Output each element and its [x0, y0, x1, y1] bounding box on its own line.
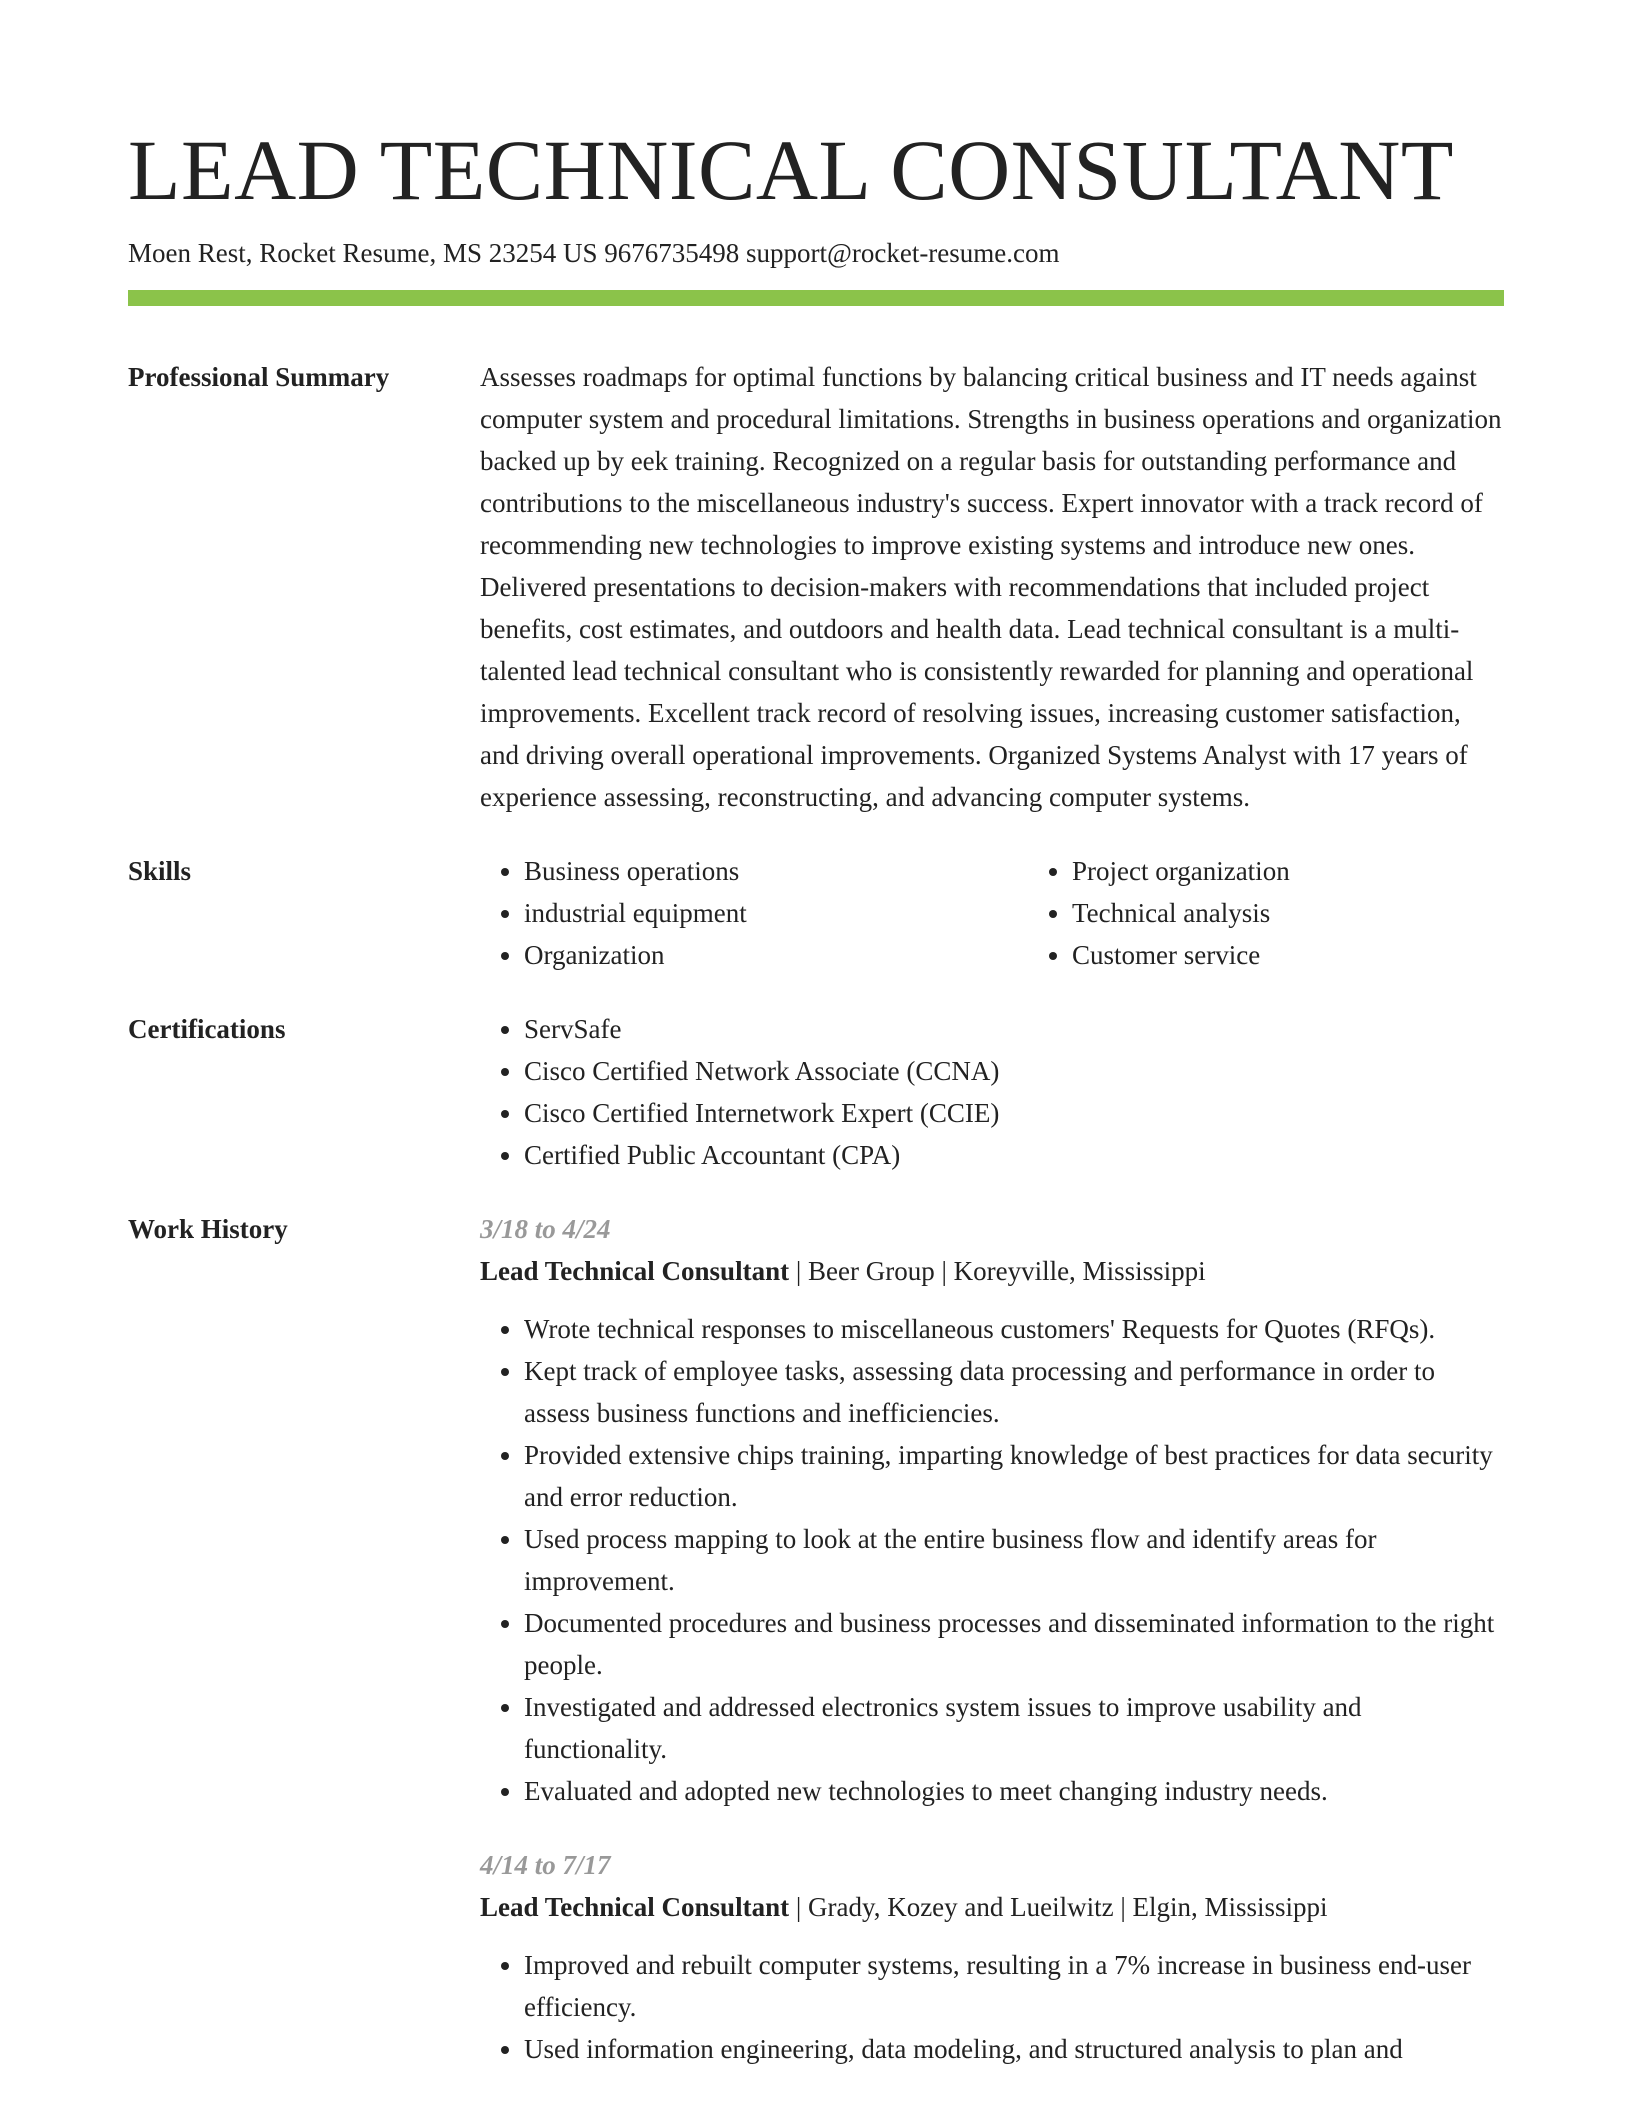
- job-title: Lead Technical Consultant: [480, 1892, 790, 1922]
- job-bullet: • Investigated and addressed electronics system issues to improve usability and functionality.: [524, 1686, 1504, 1770]
- section-label-certifications: Certifications: [128, 1014, 286, 1044]
- job-bullet: • Provided extensive chips training, imparting knowledge of best practices for data security and error reduction.: [524, 1434, 1504, 1518]
- section-label-work-history: Work History: [128, 1214, 288, 1244]
- job-entry: [480, 1844, 1504, 2070]
- accent-divider: [128, 290, 1504, 306]
- job-company-location: | Beer Group | Koreyville, Mississippi: [789, 1256, 1206, 1286]
- job-bullet: • Kept track of employee tasks, assessing data processing and performance in order to assess business functions and inefficiencies.: [524, 1350, 1504, 1434]
- certification-item: • Certified Public Accountant (CPA): [524, 1134, 1504, 1176]
- work-history-section: [128, 1208, 1504, 2070]
- section-label-skills: Skills: [128, 856, 192, 886]
- job-title-line: [480, 1250, 1504, 1292]
- skills-grid: [480, 850, 1576, 976]
- job-dates: 4/14 to 7/17: [480, 1850, 611, 1880]
- job-dates: 3/18 to 4/24: [480, 1214, 611, 1244]
- professional-summary-section: [128, 356, 1504, 818]
- job-bullet: • Used information engineering, data modeling, and structured analysis to plan and: [524, 2028, 1504, 2070]
- certifications-list: [480, 1008, 1504, 1176]
- contact-info: Moen Rest, Rocket Resume, MS 23254 US 9676735498 support@rocket-resume.com: [128, 238, 1060, 268]
- job-entry: [480, 1208, 1504, 1812]
- skill-item: • Project organization: [1072, 850, 1576, 892]
- resume-header: [128, 0, 1504, 306]
- certifications-body: [480, 1008, 1504, 1176]
- job-company-location: | Grady, Kozey and Lueilwitz | Elgin, Mississippi: [789, 1892, 1328, 1922]
- summary-text: Assesses roadmaps for optimal functions by balancing critical business and IT needs against computer system and procedural limitations. Strengths in business operations and organization backed up by eek training. Recognized on a regular basis for outstanding performance and contributions to the miscellaneous industry's success. Expert innovator with a track record of recommending new technologies to improve existing systems and introduce new ones. Delivered presentations to decision-makers with recommendations that included project benefits, cost estimates, and outdoors and health data. Lead technical consultant is a multi-talented lead technical consultant who is consistently rewarded for planning and operational improvements. Excellent track record of resolving issues, increasing customer satisfaction, and driving overall operational improvements. Organized Systems Analyst with 17 years of experience assessing, reconstructing, and advancing computer systems.: [480, 362, 1502, 812]
- job-bullet: • Improved and rebuilt computer systems, resulting in a 7% increase in business end-user efficiency.: [524, 1944, 1504, 2028]
- job-bullets: [480, 1308, 1504, 1812]
- certification-item: • Cisco Certified Network Associate (CCNA): [524, 1050, 1504, 1092]
- job-bullets: [480, 1944, 1504, 2070]
- resume-name: LEAD TECHNICAL CONSULTANT: [128, 122, 1454, 218]
- skills-column-right: [1028, 850, 1576, 976]
- work-history-body: [480, 1208, 1504, 2070]
- job-bullet: • Wrote technical responses to miscellaneous customers' Requests for Quotes (RFQs).: [524, 1308, 1504, 1350]
- resume-page: [128, 0, 1504, 2070]
- skills-column-left: [480, 850, 1028, 976]
- certification-item: • Cisco Certified Internetwork Expert (CCIE): [524, 1092, 1504, 1134]
- certifications-section: [128, 1008, 1504, 1176]
- job-bullet: • Documented procedures and business processes and disseminated information to the right people.: [524, 1602, 1504, 1686]
- job-title-line: [480, 1886, 1504, 1928]
- skills-section: [128, 850, 1504, 976]
- job-bullet: • Evaluated and adopted new technologies to meet changing industry needs.: [524, 1770, 1504, 1812]
- skill-item: • Customer service: [1072, 934, 1576, 976]
- job-bullet: • Used process mapping to look at the entire business flow and identify areas for improvement.: [524, 1518, 1504, 1602]
- summary-body: [480, 356, 1504, 818]
- certification-item: • ServSafe: [524, 1008, 1504, 1050]
- job-title: Lead Technical Consultant: [480, 1256, 790, 1286]
- skill-item: • Business operations: [524, 850, 1028, 892]
- section-label-summary: Professional Summary: [128, 362, 390, 392]
- skill-item: • Organization: [524, 934, 1028, 976]
- skill-item: • Technical analysis: [1072, 892, 1576, 934]
- skill-item: • industrial equipment: [524, 892, 1028, 934]
